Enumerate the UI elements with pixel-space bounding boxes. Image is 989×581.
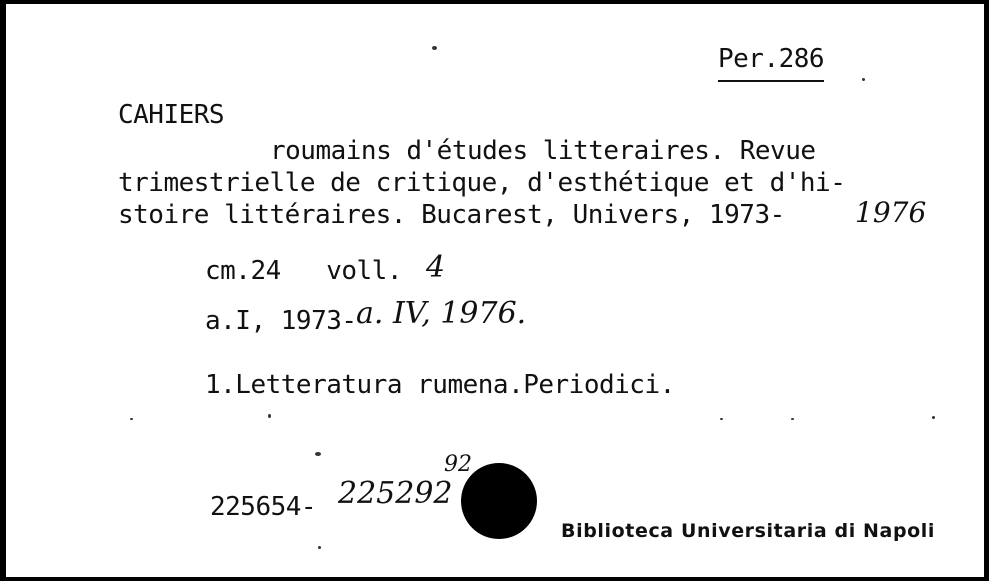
handwritten-holdings-end: a. IV, 1976. [356,296,527,331]
scan-speck [791,418,794,420]
scan-speck [932,416,935,419]
subject-heading: 1.Letteratura rumena.Periodici. [205,370,675,400]
library-name: Biblioteca Universitaria di Napoli [561,520,936,542]
scan-speck [318,546,321,549]
scan-border-top [0,0,989,4]
scan-border-bottom [0,577,989,581]
library-stamp-dot [461,463,537,539]
collation: cm.24 voll. [205,256,402,286]
scan-speck [130,418,133,420]
scan-speck [862,78,865,81]
handwritten-inventory-superscript: 92 [444,452,472,477]
title-line-1: roumains d'études litteraires. Revue [270,136,816,166]
handwritten-inventory-end: 225292 [338,476,453,511]
scan-speck [315,452,321,456]
scan-border-left [0,0,6,581]
card-heading: CAHIERS [118,100,225,130]
scan-border-right [984,0,989,581]
holdings: a.I, 1973- [205,306,357,336]
title-line-3: stoire littéraires. Bucarest, Univers, 1973- [118,200,785,230]
inventory-number: 225654- [210,492,317,522]
scan-speck [268,414,271,418]
handwritten-volume-count: 4 [426,250,446,285]
scan-speck [432,46,437,50]
shelfmark: Per.286 [718,44,824,82]
scan-speck [720,418,723,420]
title-line-2: trimestrielle de critique, d'esthétique et d'hi- [118,168,846,198]
handwritten-end-year: 1976 [855,196,927,229]
